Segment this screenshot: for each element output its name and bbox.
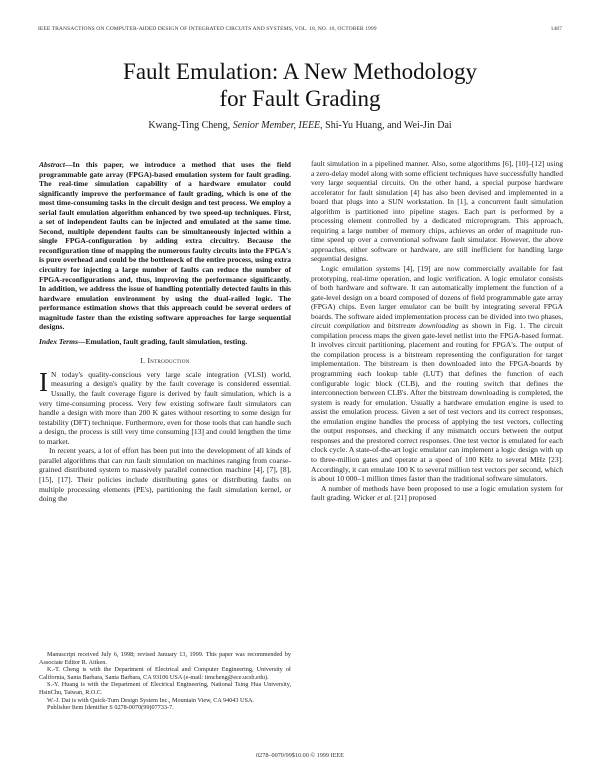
term-bitstream-downloading: bitstream downloading (387, 321, 459, 331)
abstract-lead: Abstract— (39, 160, 73, 169)
footnote-publisher-id: Publisher Item Identifier S 0278-0070(99)07733-7. (47, 704, 174, 712)
index-terms (39, 337, 291, 347)
copyright-line: 0278–0070/99$10.00 © 1999 IEEE (256, 752, 344, 759)
right-p3-part-b: [21] proposed (392, 493, 437, 503)
author-list (40, 120, 560, 131)
term-circuit-compilation: circuit compilation (311, 321, 370, 331)
left-column (39, 160, 291, 504)
drop-cap: I (39, 366, 48, 397)
footnote-author-3: W.-J. Dai is with Quick-Turn Design System Inc., Mountain View, CA 94043 USA. (47, 696, 254, 704)
right-column (311, 159, 563, 503)
paper-title (60, 58, 540, 112)
term-et-al: et al. (377, 493, 393, 503)
intro-paragraph-2: In recent years, a lot of effort has been put into the development of all kinds of parallel algorithms that can run fault simulation on machines ranging from coarse-grained distributed system to massively parallel connection machine [4], [7], [8], [15], [17]. Their policies include distributing gates or distributing faults on multiple processing elements (PE's), partitioning the fault simulation kernel, or doing the (39, 446, 291, 504)
right-p2-and: and (369, 321, 388, 331)
right-p2-part-b: as shown in Fig. 1. The circuit compilation process maps the given gate-level netlist into the FPGA-based format. It involves circuit partitioning, placement and routing for FPGA's. The output of the compilation process is a bitstream representing the configuration for target implementation. The bitstream is then downloaded into the FPGA-boards by programming each lookup table (LUT) that defines the function of each configurable logic block (CLB), and the routing switch that defines the interconnection between CLB's. After the bitstream downloading is completed, the system is ready for emulation. Usually a hardware emulation engine is used to assist the emulation process. Given a set of test vectors and its correct responses, the emulation engine handles the process of applying the test vectors, collecting the output responses, and checking if any mismatch occurs between the output responses and the prestored correct responses. One test vector is emulated for each clock cycle. A state-of-the-art logic emulator can implement a logic design with up to three-million gates and operate at a speed of 100 KHz to several MHz [23]. Accordingly, it can emulate 100 K to several million test vectors per second, which is about 10 000–1 million times faster than the traditional software simulators. (311, 321, 563, 484)
title-line-1: Fault Emulation: A New Methodology (123, 59, 477, 84)
footnote-author-1: K.-T. Cheng is with the Department of Electrical and Computer Engineering, University of California, Santa Barbara, Santa Barbara, CA 93106 USA (e-mail: timcheng@ece.ucsb.edu). (39, 666, 291, 681)
footnote-author-2: S.-Y. Huang is with the Department of Electrical Engineering, National Tsing Hua University, HsinChu, Taiwan, R.O.C. (39, 681, 291, 696)
running-head (38, 26, 562, 36)
section-title: Introduction (147, 356, 190, 366)
footnote-manuscript: Manuscript received July 6, 1998; revised January 13, 1999. This paper was recommended by Associate Editor R. Aitken. (39, 651, 291, 666)
footnotes (39, 651, 291, 712)
other-authors: , Shi-Yu Huang, and Wei-Jin Dai (320, 120, 452, 131)
right-p2-part-a: Logic emulation systems [4], [19] are now commercially available for fast prototyping, real-time operation, and logic verification. A logic emulator consists of both hardware and software. It can automatically implement the function of a gate-level design on a board composed of dozens of field programmable gate array (FPGA) chips. Even larger emulator can be built by integrating several FPGA boards. The software aided implementation process can be divided into two phases, (311, 264, 563, 321)
intro-paragraph-1 (39, 366, 291, 446)
section-number: I. (140, 356, 148, 366)
right-paragraph-1: fault simulation in a pipelined manner. Also, some algorithms [6], [10]–[12] using a zero-delay model along with some efficient techniques have successfully handled very large sequential circuits. On the other hand, a special purpose hardware accelerator for fault simulation [4] has also been devised and implemented in a board that plugs into a SUN workstation. In [1], a concurrent fault simulation algorithm is partitioned into pipeline stages. Each part is performed by a processing element controlled by a dedicated microprogram. This approach, requiring a large number of memory chips, achieves an order of magnitude run-time speed up over a conventional software fault simulator. However, the above approaches, either software or hardware, are still inefficient for handling large sequential designs. (311, 159, 563, 264)
journal-name: IEEE TRANSACTIONS ON COMPUTER-AIDED DESIGN OF INTEGRATED CIRCUITS AND SYSTEMS, VOL. 18, NO. 10, OCTOBER 1999 (38, 26, 377, 32)
right-paragraph-3 (311, 484, 563, 503)
title-line-2: for Fault Grading (219, 86, 381, 111)
author-1: Kwang-Ting Cheng, (148, 120, 233, 131)
section-heading (39, 356, 291, 366)
intro-p1-text: N today's quality-conscious very large scale integration (VLSI) world, measuring a design's quality by the fault coverage is considered essential. Usually, the fault coverage figure is derived by fault simulation, which is a very time-consuming process. Very few existing software fault simulators can handle a design with more than 200 K gates without resorting to some design for testability (DFT) technique. Furthermore, even for those tools that can handle such a design, the process is still very time consuming [13] and could lengthen the time to market. (39, 369, 291, 446)
abstract-body: In this paper, we introduce a method that uses the field programmable gate array (FPGA)-based emulation system for fault grading. The real-time simulation capability of a hardware emulator could significantly improve the performance of fault grading, which is one of the most time-consuming tasks in the circuit design and test process. We employ a serial fault emulation algorithm enhanced by two speed-up techniques. First, a set of independent faults can be injected and emulated at the same time. Second, multiple dependent faults can be simultaneously injected within a single FPGA-configuration by adding extra circuitry. Because the reconfiguration time of mapping the numerous faulty circuits into the FPGA's is pure overhead and could be the bottleneck of the entire process, using extra circuitry for injecting a large number of faults can reduce the number of FPGA-reconfigurations and, thus, improving the performance significantly. In addition, we address the issue of handling potentially detected faults in this hardware emulation environment by using the dual-railed logic. The performance estimation shows that this approach could be several orders of magnitude faster than the existing software approaches for large sequential designs. (39, 160, 291, 332)
index-terms-body: Emulation, fault grading, fault simulation, testing. (85, 336, 248, 346)
author-1-affiliation: Senior Member, IEEE (232, 120, 321, 131)
right-p3-part-a: A number of methods have been proposed to use a logic emulation system for fault grading. Wicker (311, 483, 563, 503)
abstract (39, 160, 291, 332)
right-paragraph-2 (311, 264, 563, 484)
page-number: 1487 (550, 26, 562, 32)
index-terms-lead: Index Terms— (39, 336, 86, 346)
